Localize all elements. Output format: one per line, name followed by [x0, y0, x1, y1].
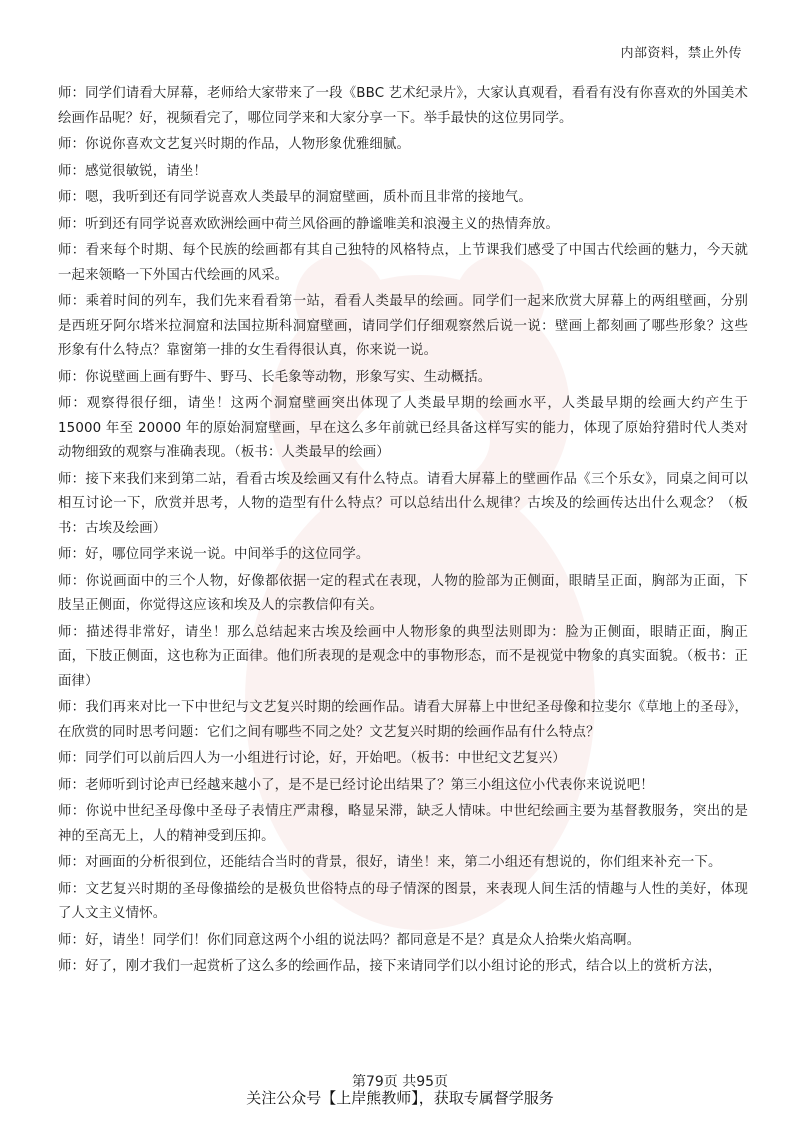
paragraph: 师：听到还有同学说喜欢欧洲绘画中荷兰风俗画的静谧唯美和浪漫主义的热情奔放。: [58, 216, 560, 232]
paragraph: 师：感觉很敏锐，请坐！: [58, 163, 207, 179]
paragraph: 师：接下来我们来到第二站，看看古埃及绘画又有什么特点。请看大屏幕上的壁画作品《三个乐女》，同桌之间可以相互讨论一下，欣赏并思考，人物的造型有什么特点？可以总结出什么规律？古埃及的绘画传达出什么观念？（板书：古埃及绘画）: [58, 471, 748, 536]
paragraph: 师：好了，刚才我们一起赏析了这么多的绘画作品，接下来请同学们以小组讨论的形式，结合以上的赏析方法，: [58, 959, 722, 974]
page-number: 第79页 共95页: [351, 1074, 449, 1090]
paragraph: 师：同学们可以前后四人为一小组进行讨论，好，开始吧。（板书：中世纪文艺复兴）: [58, 751, 566, 766]
paragraph: 师：老师听到讨论声已经越来越小了，是不是已经讨论出结果了？第三小组这位小代表你来说说吧！: [58, 777, 654, 793]
paragraph: 师：好，哪位同学来说一说。中间举手的这位同学。: [58, 547, 370, 562]
paragraph: 师：你说画面中的三个人物，好像都依据一定的程式在表现，人物的脸部为正侧面，眼睛呈正面，胸部为正面，下肢呈正侧面，你觉得这应该和埃及人的宗教信仰有关。: [58, 573, 748, 613]
follow-promo-text: 关注公众号【上岸熊教师】，获取专属督学服务: [246, 1089, 554, 1107]
paragraph: 师：观察得很仔细，请坐！这两个洞窟壁画突出体现了人类最早期的绘画水平，人类最早期的绘画大约产生于15000 年至 20000 年的原始洞窟壁画，早在这么多年前就已经具备这样写实的能力，体现了原始狩猎时代人类对动物细致的观察与准确表现。（板书：人类最早的绘画）: [58, 396, 748, 460]
paragraph: 师：同学们请看大屏幕，老师给大家带来了一段《BBC 艺术纪录片》，大家认真观看，看看有没有你喜欢的外国美术绘画作品呢？好，视频看完了，哪位同学来和大家分享一下。举手最快的这位男同学。: [58, 86, 748, 126]
document-body: [58, 82, 748, 982]
paragraph: 师：看来每个时期、每个民族的绘画都有其自己独特的风格特点，上节课我们感受了中国古代绘画的魅力，今天就一起来领略一下外国古代绘画的风采。: [58, 243, 748, 283]
paragraph: 师：对画面的分析很到位，还能结合当时的背景，很好，请坐！来，第二小组还有想说的，你们组来补充一下。: [58, 855, 722, 870]
paragraph: 师：我们再来对比一下中世纪与文艺复兴时期的绘画作品。请看大屏幕上中世纪圣母像和拉斐尔《草地上的圣母》，在欣赏的同时思考问题：它们之间有哪些不同之处？文艺复兴时期的绘画作品有什么特点？: [58, 700, 748, 740]
paragraph: 师：文艺复兴时期的圣母像描绘的是极负世俗特点的母子情深的图景，来表现人间生活的情趣与人性的美好，体现了人文主义情怀。: [58, 881, 748, 921]
paragraph: 师：好，请坐！同学们！你们同意这两个小组的说法吗？都同意是不是？真是众人拾柴火焰高啊。: [58, 932, 641, 948]
paragraph: 师：你说中世纪圣母像中圣母子表情庄严肃穆，略显呆滞，缺乏人情味。中世纪绘画主要为基督教服务，突出的是神的至高无上，人的精神受到压抑。: [58, 804, 748, 844]
paragraph: 师：你说你喜欢文艺复兴时期的作品，人物形象优雅细腻。: [58, 137, 411, 152]
paragraph: 师：嗯，我听到还有同学说喜欢人类最早的洞窟壁画，质朴而且非常的接地气。: [58, 190, 532, 205]
paragraph: 师：描述得非常好，请坐！那么总结起来古埃及绘画中人物形象的典型法则即为：脸为正侧面，眼睛正面，胸正面，下肢正侧面，这也称为正面律。他们所表现的是观念中的事物形态，而不是视觉中物象的真实面貌。（板书：正面律）: [58, 624, 748, 689]
paragraph: 师：你说壁画上画有野牛、野马、长毛象等动物，形象写实、生动概括。: [58, 369, 492, 385]
confidential-note: 内部资料，禁止外传: [620, 46, 742, 61]
paragraph: 师：乘着时间的列车，我们先来看看第一站，看看人类最早的绘画。同学们一起来欣赏大屏幕上的两组壁画，分别是西班牙阿尔塔米拉洞窟和法国拉斯科洞窟壁画，请同学们仔细观察然后说一说：壁画上都刻画了哪些形象？这些形象有什么特点？靠窗第一排的女生看得很认真，你来说一说。: [58, 294, 748, 358]
